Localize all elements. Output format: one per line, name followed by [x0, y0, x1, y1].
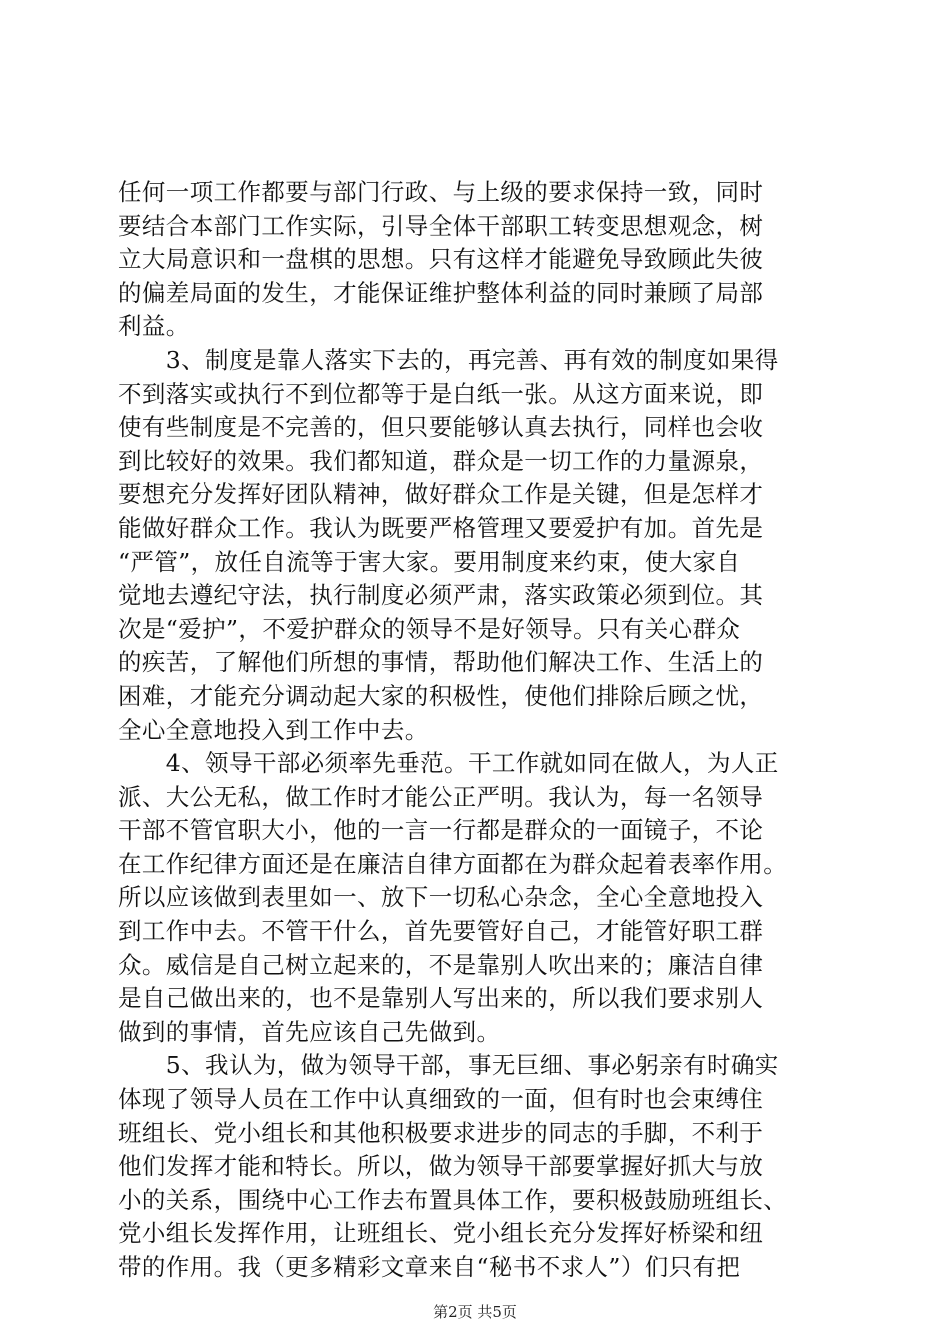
text-line: 不到落实或执行不到位都等于是白纸一张。从这方面来说，即	[118, 379, 764, 408]
text-line: 所以应该做到表里如一、放下一切私心杂念，全心全意地投入	[118, 883, 764, 912]
text-line: 立大局意识和一盘棋的思想。只有这样才能避免导致顾此失彼	[118, 245, 764, 274]
text-line: 派、大公无私，做工作时才能公正严明。我认为，每一名领导	[118, 782, 764, 811]
text-line: 是自己做出来的，也不是靠别人写出来的，所以我们要求别人	[118, 984, 764, 1013]
text-line: 使有些制度是不完善的，但只要能够认真去执行，同样也会收	[118, 413, 764, 442]
text-line: 5、我认为，做为领导干部，事无巨细、事必躬亲有时确实	[118, 1051, 779, 1080]
text-line: 小的关系，围绕中心工作去布置具体工作，要积极鼓励班组长、	[118, 1185, 788, 1214]
text-line: 体现了领导人员在工作中认真细致的一面，但有时也会束缚住	[118, 1085, 764, 1114]
text-line: 任何一项工作都要与部门行政、与上级的要求保持一致，同时	[118, 178, 764, 206]
text-line: 觉地去遵纪守法，执行制度必须严肃，落实政策必须到位。其	[118, 581, 764, 610]
body-text	[118, 176, 838, 1285]
text-line: 的疾苦，了解他们所想的事情，帮助他们解决工作、生活上的	[118, 648, 764, 677]
text-line: 众。威信是自己树立起来的，不是靠别人吹出来的；廉洁自律	[118, 950, 764, 979]
text-line: 在工作纪律方面还是在廉洁自律方面都在为群众起着表率作用。	[118, 849, 788, 878]
text-line: 的偏差局面的发生，才能保证维护整体利益的同时兼顾了局部	[118, 278, 764, 307]
text-line: 做到的事情，首先应该自己先做到。	[118, 1017, 501, 1046]
text-line: 到工作中去。不管干什么，首先要管好自己，才能管好职工群	[118, 917, 764, 946]
text-line: 3、制度是靠人落实下去的，再完善、再有效的制度如果得	[118, 345, 779, 374]
text-line: 要想充分发挥好团队精神，做好群众工作是关键，但是怎样才	[118, 480, 764, 509]
text-line: 次是“爱护”，不爱护群众的领导不是好领导。只有关心群众	[118, 614, 741, 643]
text-line: 到比较好的效果。我们都知道，群众是一切工作的力量源泉，	[118, 446, 764, 475]
text-line: 全心全意地投入到工作中去。	[118, 715, 429, 744]
text-line: 要结合本部门工作实际，引导全体干部职工转变思想观念，树	[118, 211, 764, 240]
text-line: “严管”，放任自流等于害大家。要用制度来约束，使大家自	[118, 547, 741, 576]
text-line: 党小组长发挥作用，让班组长、党小组长充分发挥好桥梁和纽	[118, 1219, 764, 1248]
text-line: 班组长、党小组长和其他积极要求进步的同志的手脚，不利于	[118, 1118, 764, 1147]
text-line: 能做好群众工作。我认为既要严格管理又要爱护有加。首先是	[118, 513, 764, 542]
text-line: 他们发挥才能和特长。所以，做为领导干部要掌握好抓大与放	[118, 1152, 764, 1181]
text-line: 困难，才能充分调动起大家的积极性，使他们排除后顾之忧，	[118, 681, 764, 710]
page-footer: 第2页 共5页	[433, 1303, 517, 1321]
text-line: 干部不管官职大小，他的一言一行都是群众的一面镜子，不论	[118, 816, 764, 845]
text-line: 带的作用。我（更多精彩文章来自“秘书不求人”）们只有把	[118, 1253, 741, 1281]
text-line: 利益。	[118, 312, 190, 341]
text-line: 4、领导干部必须率先垂范。干工作就如同在做人，为人正	[118, 749, 779, 778]
